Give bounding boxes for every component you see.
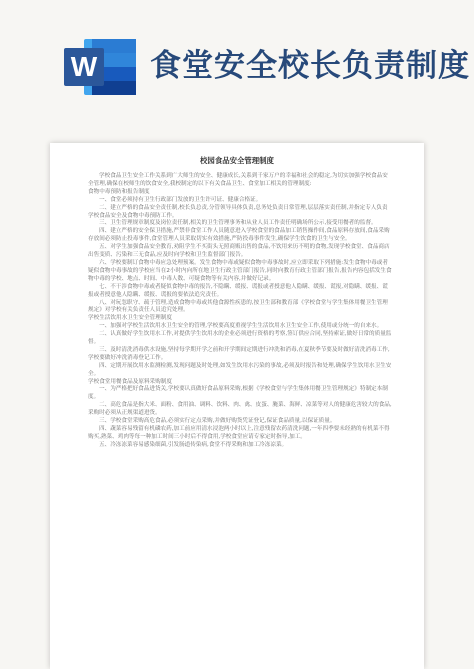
document-page bbox=[50, 143, 424, 669]
document-banner bbox=[0, 0, 474, 118]
paragraph: 学校食品卫生安全工作关系到广大师生的安全、健康成长,关系到千家万户的幸福和社会的稳定,为切实加强学校食品安全管理,确保在校师生的饮食安全,我校制定的以下有关食品卫生、食堂加工相关的管理制度: bbox=[88, 173, 388, 187]
word-logo-letter: W bbox=[70, 51, 98, 82]
section-heading: 学校食堂用餐食品及原料采购制度 bbox=[88, 378, 172, 385]
paragraph: 七、不干涉食物中毒或者疑似食物中毒的报告,不隐瞒、缓报、谎报或者授意他人隐瞒、缓报、谎报,对隐瞒、缓报、谎报或者授意他人隐瞒、缓报、谎报的要依法追究责任。 bbox=[88, 283, 388, 298]
paragraph: 八、对玩忽职守、疏于管理,造成食物中毒或其他食源性疾患的,按卫生部和教育部《学校食堂与学生集体用餐卫生管理规定》对学校有关负责任人员追究处理。 bbox=[88, 299, 388, 314]
paragraph: 四、蔬菜容易残留有机磷农药,加工前应用清水浸泡两小时以上,注意残留农药清洗问题,一年四季要未经熟的有机菜不得购买,熟菜、鸡肉等每一种加工时间三小时后不得食用,学校食堂应请专家定时指导,加工。 bbox=[88, 426, 390, 440]
word-document-icon bbox=[62, 36, 138, 98]
paragraph: 二、建立严格的食品安全责任制,校长负总责,分管领导具体负责,总务处负责日常管理,层层落实责任制,并指定专人负责学校食品安全及食物中毒预防工作。 bbox=[88, 204, 388, 219]
paragraph: 四、定期开展饮用水监测检测,发现问题及时处理,如发生饮用水污染的事故,必须及时报告和处理,确保学生饮用水卫生安全。 bbox=[88, 362, 392, 377]
paragraph: 二、高危食品是指大米、面粉、食用油、调料、饮料、肉、禽、皮蛋、腌菜、海鲜、凉菜等对人的健康危害较大的食品,采购时必须从正规渠道进货。 bbox=[88, 402, 392, 417]
section-heading: 食物中毒预防和报告制度 bbox=[88, 188, 150, 195]
paragraph: 四、建立严格的安全保卫措施,严禁非食堂工作人员随意进入学校食堂的食品加工销售操作间,食品原料存放间,食品采购存放间必须防止投毒事件,食堂管理人员采取切实有效措施,严防投毒事件发生,确保学生饮食的卫生与安全。 bbox=[88, 228, 390, 243]
section-heading: 学校生活饮用水卫生安全管理制度 bbox=[88, 315, 172, 322]
paragraph: 一、食堂必须持有卫生行政部门发放的卫生许可证、健康合格证。 bbox=[99, 196, 262, 203]
document-title: 校园食品安全管理制度 bbox=[200, 156, 274, 165]
paragraph: 五、对学生加强食品安全教育,劝阻学生不买街头无照商贩出售的食品,不饮用来历不明的食物,发现学校食堂、食品商店出售变质、污染和三无食品,应及时向学校和卫生监督部门报告。 bbox=[88, 244, 390, 259]
paragraph: 三、学校食堂采购高危食品,必须实行定点采购,并做好购货凭证登记,保证食品质量,以保证质量。 bbox=[99, 418, 336, 425]
paragraph: 五、冷冻冻菜容易感染细菌,引发肠道传染病,食堂不得采购和加工冷冻凉菜。 bbox=[99, 441, 288, 448]
paragraph: 六、学校要制订食物中毒应急处理预案。发生食物中毒或疑似食物中毒事故时,应立即采取下列措施:发生食物中毒或者疑似食物中毒事故的学校应当在2小时内向所在地卫生行政主管部门报告,同时向教育行政主管部门报告,报告内容包括发生食物中毒的学校、地点、时间、中毒人数、可疑食物等有关内容,并做好记录。 bbox=[88, 259, 392, 282]
paragraph: 三、卫生管理规章制度及岗位责任制,相关的卫生管理事务和从业人员工作责任明确场所公示,接受用餐者的监督。 bbox=[99, 220, 377, 227]
page-title: 食堂安全校长负责制度 bbox=[150, 48, 470, 84]
paragraph: 一、加强对学校生活饮用水卫生安全的管理,学校要高度重视学生生活饮用水卫生安全工作,使用或分统一的自来水。 bbox=[99, 323, 383, 330]
document-body bbox=[88, 173, 393, 450]
paragraph: 三、及时清洗消毒供水设施,坚持每学期开学之前和开学期间定期进行冲洗和消毒,在夏秋季节要及时做好清洗消毒工作,学校要做好冲洗消毒登记工作。 bbox=[88, 346, 390, 361]
paragraph: 二、认真做好学生饮用水工作,对提供学生饮用水的企业必须进行资格的考察,签订供应合同,坚持索证,做好日常的质量监督。 bbox=[88, 331, 392, 346]
paragraph: 一、为严格把好食品进货关,学校要认真做好食品原料采购,根据《学校食堂与学生集体用餐卫生管理规定》特制定本制度。 bbox=[88, 386, 388, 401]
